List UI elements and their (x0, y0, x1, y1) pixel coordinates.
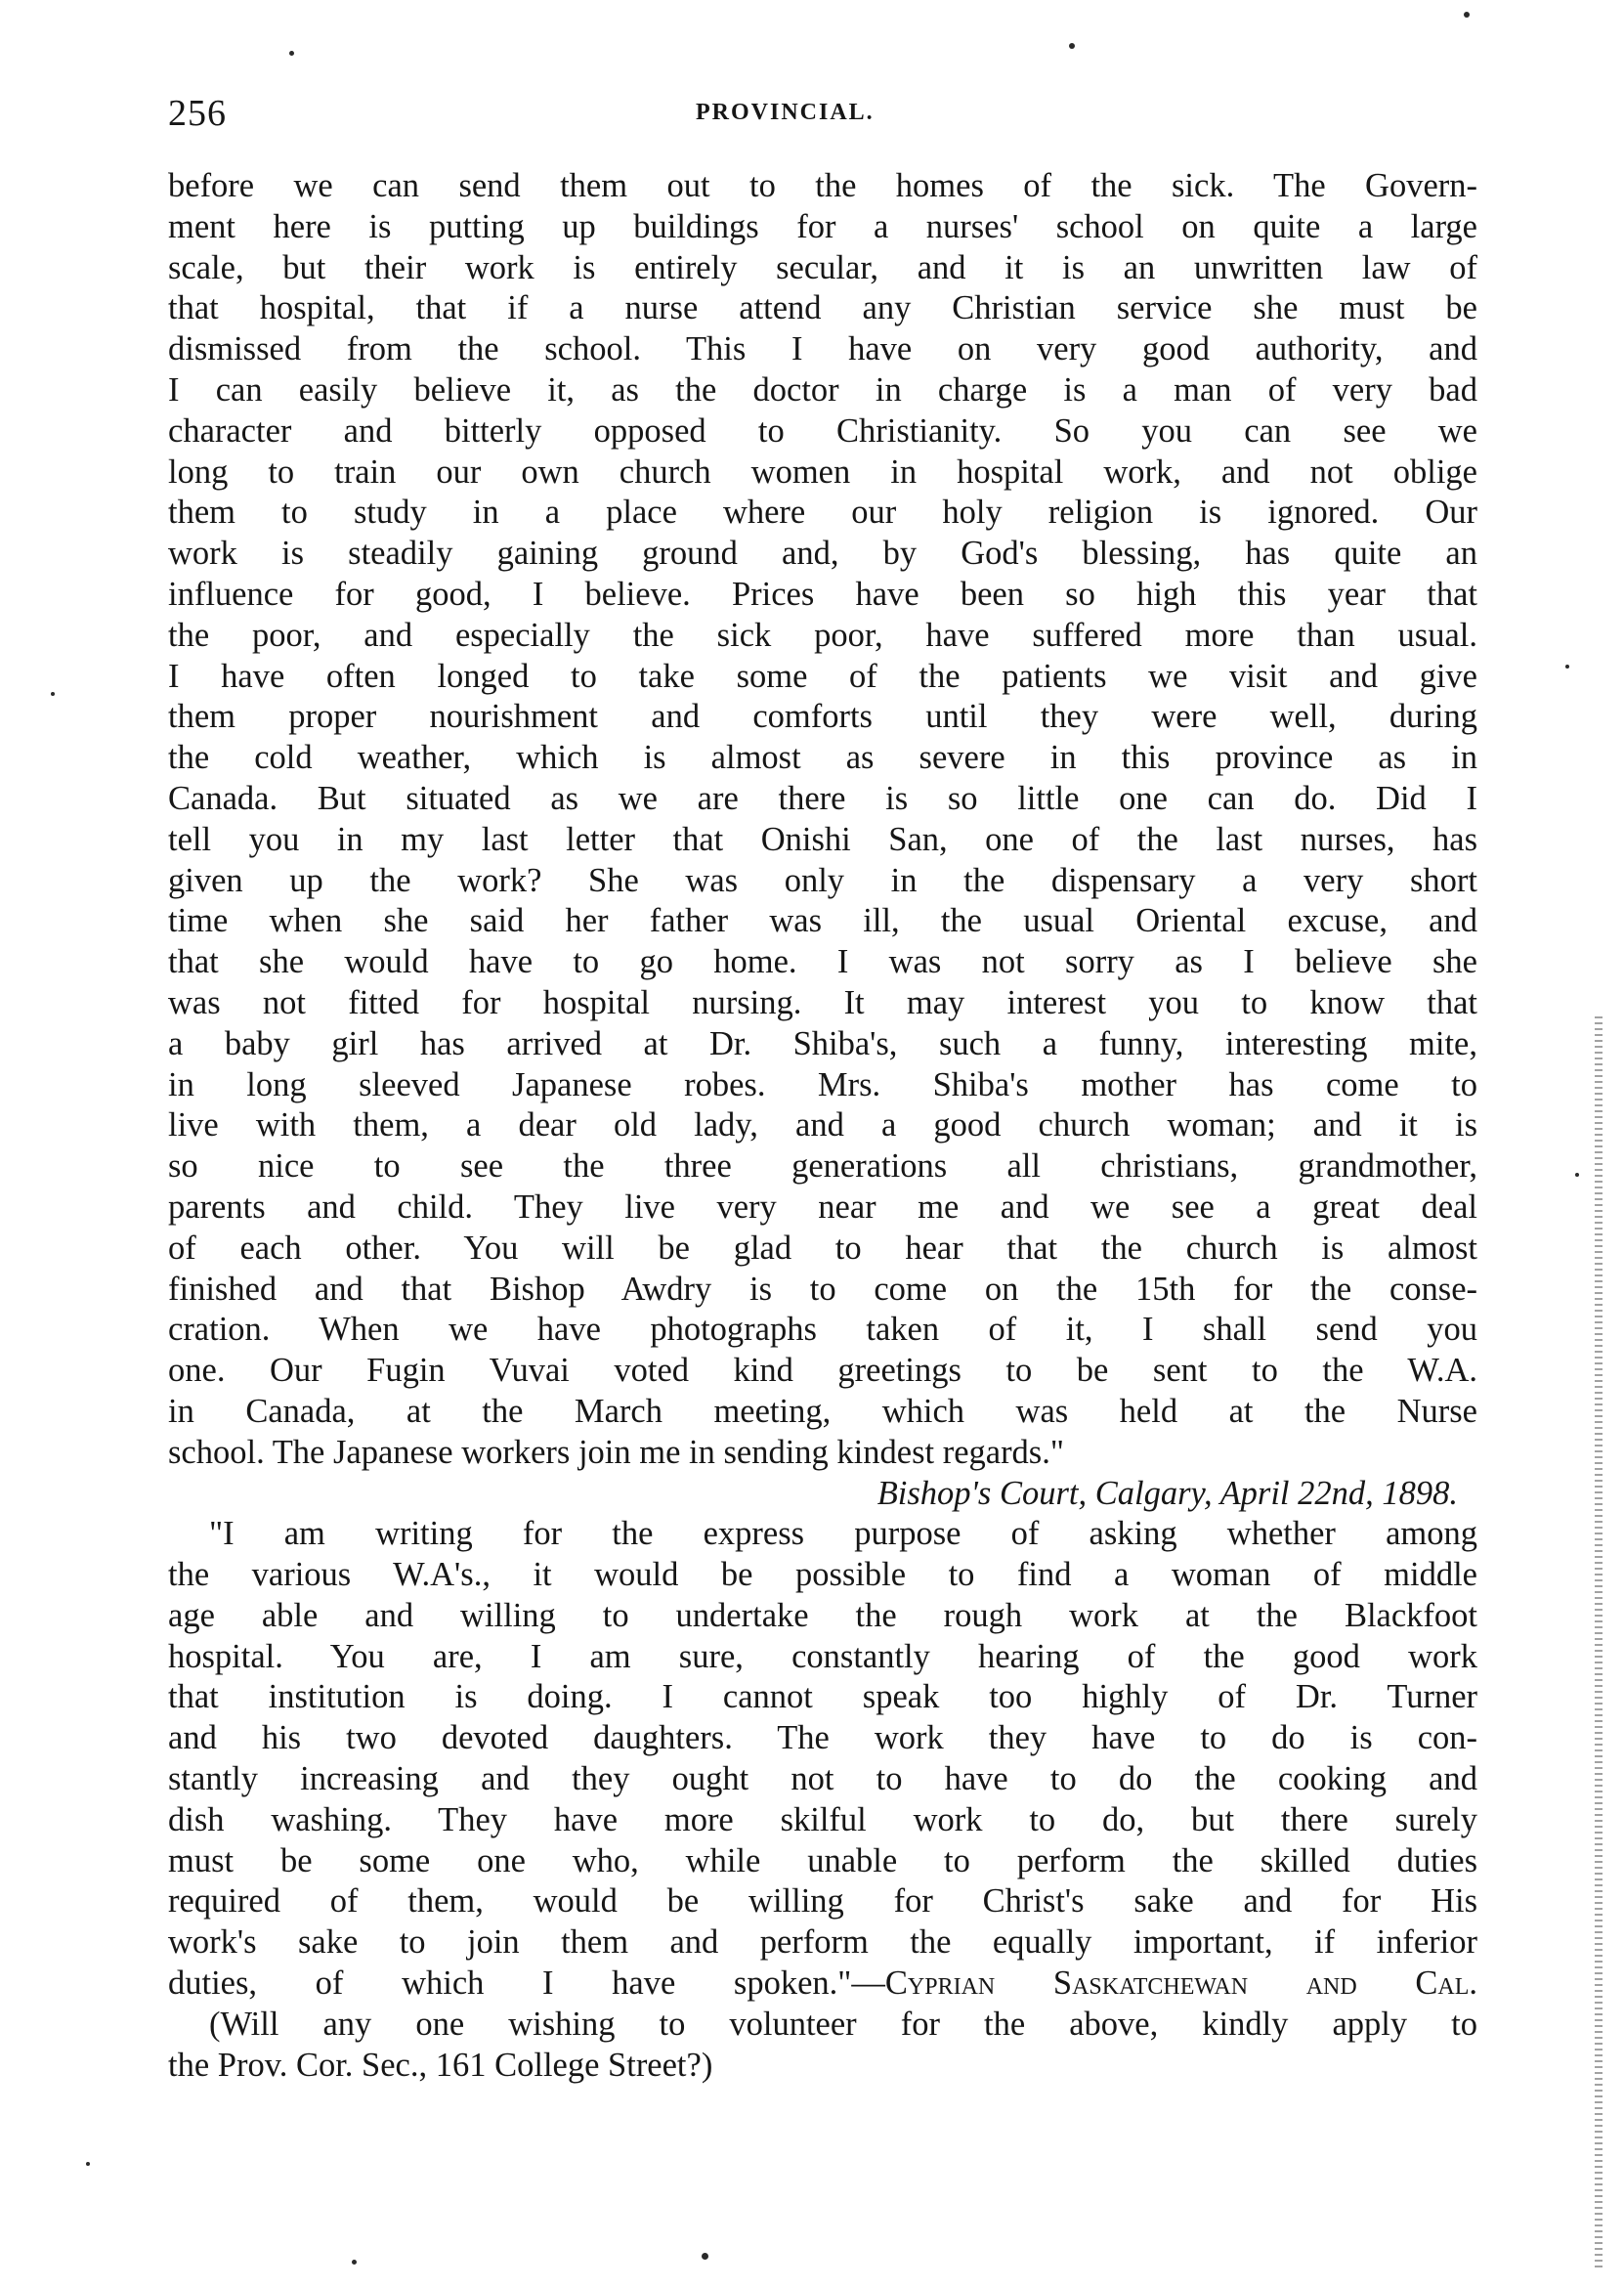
scan-speck (1069, 43, 1075, 49)
text-line-with-signature (168, 1964, 1477, 2005)
text-line: ment here is putting up buildings for a nurses' school on quite a large (168, 207, 1477, 245)
text-line: and his two devoted daughters. The work they have to do is con- (168, 1719, 1477, 1757)
note-line: (Will any one wishing to volunteer for the above, kindly apply to (209, 2005, 1477, 2043)
body-text (168, 166, 1477, 2086)
text-fragment: duties, of which I have spoken."— (168, 1964, 885, 2003)
text-line: dismissed from the school. This I have on very good authority, and (168, 330, 1477, 368)
text-line: I have often longed to take some of the patients we visit and give (168, 657, 1477, 695)
text-line: hospital. You are, I am sure, constantly hearing of the good work (168, 1637, 1477, 1675)
scan-speck (289, 51, 294, 56)
text-line: in Canada, at the March meeting, which was held at the Nurse (168, 1392, 1477, 1430)
scan-speck (352, 2260, 357, 2265)
text-line: influence for good, I believe. Prices have been so high this year that (168, 575, 1477, 613)
text-line: work's sake to join them and perform the equally important, if inferior (168, 1923, 1477, 1962)
text-line: scale, but their work is entirely secular, and it is an unwritten law of (168, 248, 1477, 286)
scan-speck (86, 2162, 90, 2166)
text-line: a baby girl has arrived at Dr. Shiba's, such a funny, interesting mite, (168, 1024, 1477, 1062)
text-line: them proper nourishment and comforts until they were well, during (168, 698, 1477, 736)
text-line: of each other. You will be glad to hear that the church is almost (168, 1229, 1477, 1267)
note-line: the Prov. Cor. Sec., 161 College Street?) (168, 2046, 713, 2084)
scan-speck (1565, 665, 1569, 669)
text-line: so nice to see the three generations all christians, grandmother, (168, 1147, 1477, 1186)
text-line: them to study in a place where our holy religion is ignored. Our (168, 494, 1477, 532)
text-line: long to train our own church women in hospital work, and not oblige (168, 453, 1477, 491)
text-line: one. Our Fugin Vuvai voted kind greetings to be sent to the W.A. (168, 1352, 1477, 1390)
text-line: must be some one who, while unable to perform the skilled duties (168, 1841, 1477, 1879)
page-number: 256 (168, 93, 227, 134)
text-line: required of them, would be willing for Christ's sake and for His (168, 1882, 1477, 1921)
text-line: was not fitted for hospital nursing. It may interest you to know that (168, 983, 1477, 1021)
text-line: cration. When we have photographs taken of it, I shall send you (168, 1311, 1477, 1349)
dateline: Bishop's Court, Calgary, April 22nd, 1898. (876, 1474, 1458, 1512)
signature: Cyprian Saskatchewan and Cal. (884, 1964, 1477, 2003)
text-line: parents and child. They live very near me and we see a great deal (168, 1187, 1477, 1226)
text-line: Canada. But situated as we are there is so little one can do. Did I (168, 779, 1477, 817)
text-line: the cold weather, which is almost as severe in this province as in (168, 739, 1477, 777)
scan-speck (1575, 1173, 1579, 1177)
text-line: before we can send them out to the homes of the sick. The Govern- (168, 167, 1477, 204)
text-line: that institution is doing. I cannot speak too highly of Dr. Turner (168, 1678, 1477, 1716)
text-line: that hospital, that if a nurse attend any Christian service she must be (168, 289, 1477, 327)
scan-speck (1464, 12, 1470, 18)
running-title: PROVINCIAL. (696, 100, 875, 125)
text-line: that she would have to go home. I was not sorry as I believe she (168, 943, 1477, 981)
scan-speck (702, 2253, 708, 2260)
text-line: the various W.A's., it would be possible to find a woman of middle (168, 1556, 1477, 1594)
text-line: character and bitterly opposed to Christianity. So you can see we (168, 411, 1477, 450)
text-line: "I am writing for the express purpose of asking whether among (209, 1515, 1477, 1553)
text-line: in long sleeved Japanese robes. Mrs. Shiba's mother has come to (168, 1065, 1477, 1103)
text-line: stantly increasing and they ought not to have to do the cooking and (168, 1760, 1477, 1798)
text-line: I can easily believe it, as the doctor in charge is a man of very bad (168, 370, 1477, 409)
text-line: work is steadily gaining ground and, by God's blessing, has quite an (168, 535, 1477, 573)
text-line: the poor, and especially the sick poor, have suffered more than usual. (168, 616, 1477, 654)
text-line: age able and willing to undertake the rough work at the Blackfoot (168, 1596, 1477, 1634)
text-line: tell you in my last letter that Onishi San, one of the last nurses, has (168, 820, 1477, 858)
text-line: time when she said her father was ill, the usual Oriental excuse, and (168, 902, 1477, 940)
text-line: finished and that Bishop Awdry is to come on the 15th for the conse- (168, 1270, 1477, 1308)
text-line: given up the work? She was only in the dispensary a very short (168, 861, 1477, 899)
text-line: dish washing. They have more skilful work to do, but there surely (168, 1800, 1477, 1838)
scan-speck (51, 692, 55, 696)
text-line: school. The Japanese workers join me in sending kindest regards." (168, 1433, 1064, 1471)
page-edge-shadow (1595, 1016, 1603, 2267)
text-line: live with them, a dear old lady, and a good church woman; and it is (168, 1106, 1477, 1144)
page-header (168, 92, 1477, 141)
